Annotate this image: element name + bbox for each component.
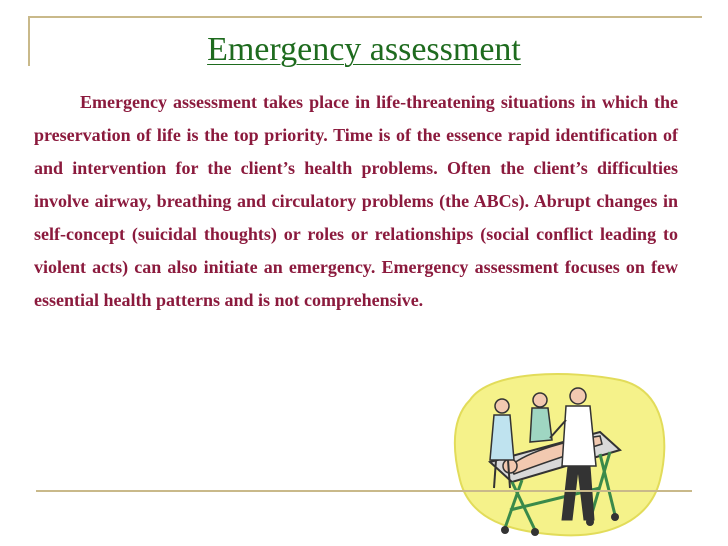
frame-top-line [28, 16, 702, 18]
slide-paragraph: Emergency assessment takes place in life-threatening situations in which the preservation of life is the top priority. Time is of the essence rapid identification of and intervention for the client’s health problems. Often the client’s difficulties involve airway, breathing and circulatory problems (the ABCs). Abrupt changes in self-concept (suicidal thoughts) or roles or relationships (social conflict leading to violent acts) can also initiate an emergency. Emergency assessment focuses on few essential health patterns and is not comprehensive. [34, 92, 678, 310]
slide-title-text: Emergency assessment [207, 31, 521, 68]
slide-title [0, 30, 728, 70]
frame-bottom-line [36, 490, 692, 492]
emergency-team-clipart-icon [450, 370, 672, 540]
